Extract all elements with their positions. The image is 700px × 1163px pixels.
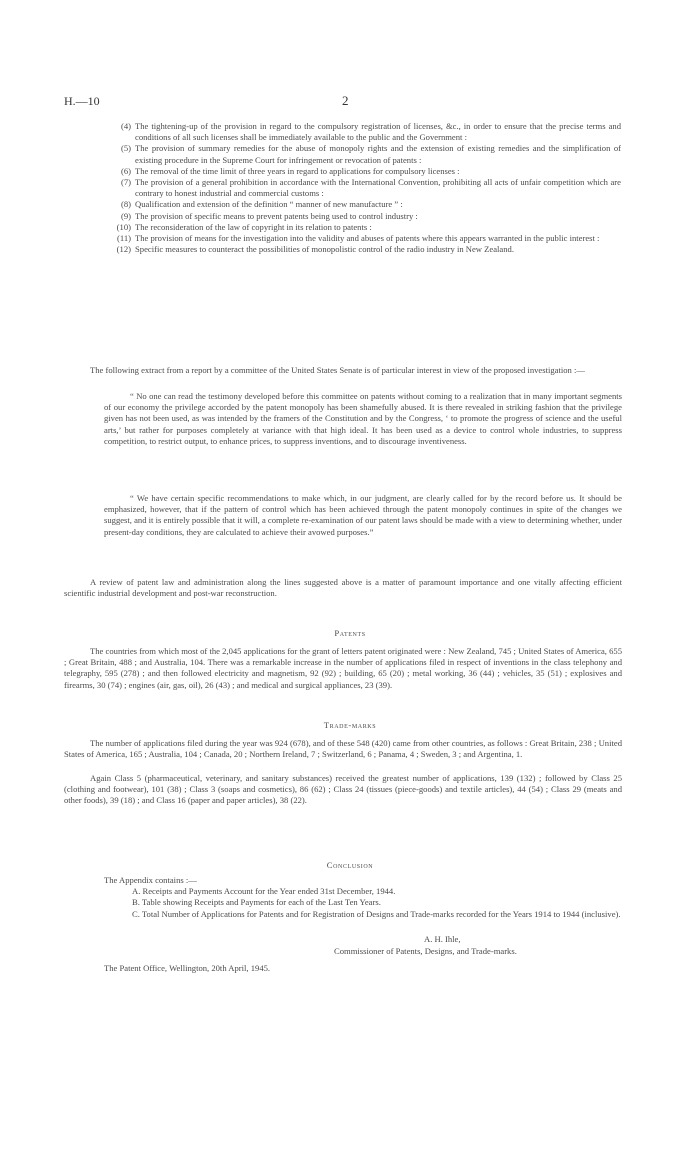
recommendations-list [106,121,621,255]
patents-paragraph: The countries from which most of the 2,045 applications for the grant of letters patent originated were : New Zealand, 745 ; United States of America, 655 ; Great Britain, 488 ; and Australia, 104. There was a remarkable increase in the number of applications filed in respect of inventions in the class telephony and telegraphy, 595 (278) ; and then followed electricity and magnetism, 92 (92) ; building, 65 (20) ; metal working, 36 (44) ; vehicles, 35 (51) ; explosives and firearms, 30 (74) ; engines (air, gas, oil), 26 (43) ; and medical and surgical appliances, 23 (39). [64,646,622,690]
appendix-intro: The Appendix contains :— [104,875,197,885]
appendix-block [104,875,624,920]
trademarks-heading: Trade-marks [323,720,377,730]
page-number: 2 [342,93,349,108]
trademarks-paragraph-1: The number of applications filed during the year was 924 (678), and of these 548 (420) came from other countries, as follows : Great Britain, 238 ; United States of America, 165 ; Australia, 104 ; Canada, 20 ; Northern Ireland, 7 ; Switzerland, 6 ; Panama, 4 ; Sweden, 3 ; and Argentina, 1. [64,738,622,760]
appendix-item: A. Receipts and Payments Account for the Year ended 31st December, 1944. [132,886,396,897]
review-paragraph: A review of patent law and administration along the lines suggested above is a matter of paramount importance and one vitally affecting efficient scientific industrial development and post-war reconstruction. [64,577,622,599]
document-reference: H.—10 [64,94,100,108]
appendix-item: C. Total Number of Applications for Patents and for Registration of Designs and Trade-marks recorded for the Years 1914 to 1944 (inclusive). [132,908,621,919]
conclusion-heading: Conclusion [326,860,374,870]
dateline: The Patent Office, Wellington, 20th April, 1945. [104,963,271,973]
list-item: (4) The tightening-up of the provision in regard to the compulsory registration of licenses, &c., in order to ensure that the precise terms and conditions of all such licenses shall be immediately available to the public and the Government : [120,121,621,143]
list-item: (8) Qualification and extension of the definition “ manner of new manufacture ” : [120,199,403,210]
senate-quote-1: “ No one can read the testimony developed before this committee on patents without coming to a realization that in many important segments of our economy the privilege accorded by the patent monopoly has been shamefully abused. It is there revealed in striking fashion that the privilege given has not been used, as was intended by the framers of the Constitution and by the Congress, ‘ to promote the progress of science and the useful arts,’ but rather for purposes completely at variance with that high ideal. It has been used as a device to control whole industries, to suppress competition, to restrict output, to enhance prices, to suppress inventions, and to discourage inventiveness. [104,391,622,446]
trademarks-paragraph-2: Again Class 5 (pharmaceutical, veterinary, and sanitary substances) received the greatest number of applications, 139 (132) ; followed by Class 25 (clothing and footwear), 101 (38) ; Class 3 (soaps and cosmetics), 86 (62) ; Class 24 (tissues (piece-goods) and textile articles), 44 (54) ; Class 29 (meats and other foods), 39 (18) ; and Class 16 (paper and paper articles), 38 (22). [64,773,622,806]
signatory-title: Commissioner of Patents, Designs, and Trade-marks. [334,946,517,956]
list-item: (7) The provision of a general prohibition in accordance with the International Convention, prohibiting all acts of unfair competition which are contrary to honest industrial and commercial customs : [120,177,621,199]
list-item: (12) Specific measures to counteract the possibilities of monopolistic control of the radio industry in New Zealand. [116,244,514,255]
list-item: (6) The removal of the time limit of three years in regard to applications for compulsory licenses : [120,165,460,176]
list-item: (11) The provision of means for the investigation into the validity and abuses of patents where this appears warranted in the public interest : [117,233,600,244]
signatory-name: A. H. Ihle, [424,934,461,944]
senate-quote-2: “ We have certain specific recommendations to make which, in our judgment, are clearly called for by the record before us. It should be emphasized, however, that if the pattern of control which has been achieved through the patent monopoly continues in spite of the changes we suggest, and it is entirely possible that it will, a complete re-examination of our patent laws should be made with a view to determining whether, under present-day conditions, they are calculated to achieve their avowed purposes.” [104,493,622,537]
intro-paragraph: The following extract from a report by a committee of the United States Senate is of particular interest in view of the proposed investigation :— [90,365,585,375]
patents-heading: Patents [334,628,366,638]
list-item: (5) The provision of summary remedies for the abuse of monopoly rights and the extension of existing remedies and the simplification of existing procedure in the Supreme Court for infringement or revocation of patents : [120,143,621,165]
list-item: (9) The provision of specific means to prevent patents being used to control industry : [120,210,418,221]
list-item: (10) The reconsideration of the law of copyright in its relation to patents : [116,221,372,232]
appendix-item: B. Table showing Receipts and Payments for each of the Last Ten Years. [132,897,381,908]
